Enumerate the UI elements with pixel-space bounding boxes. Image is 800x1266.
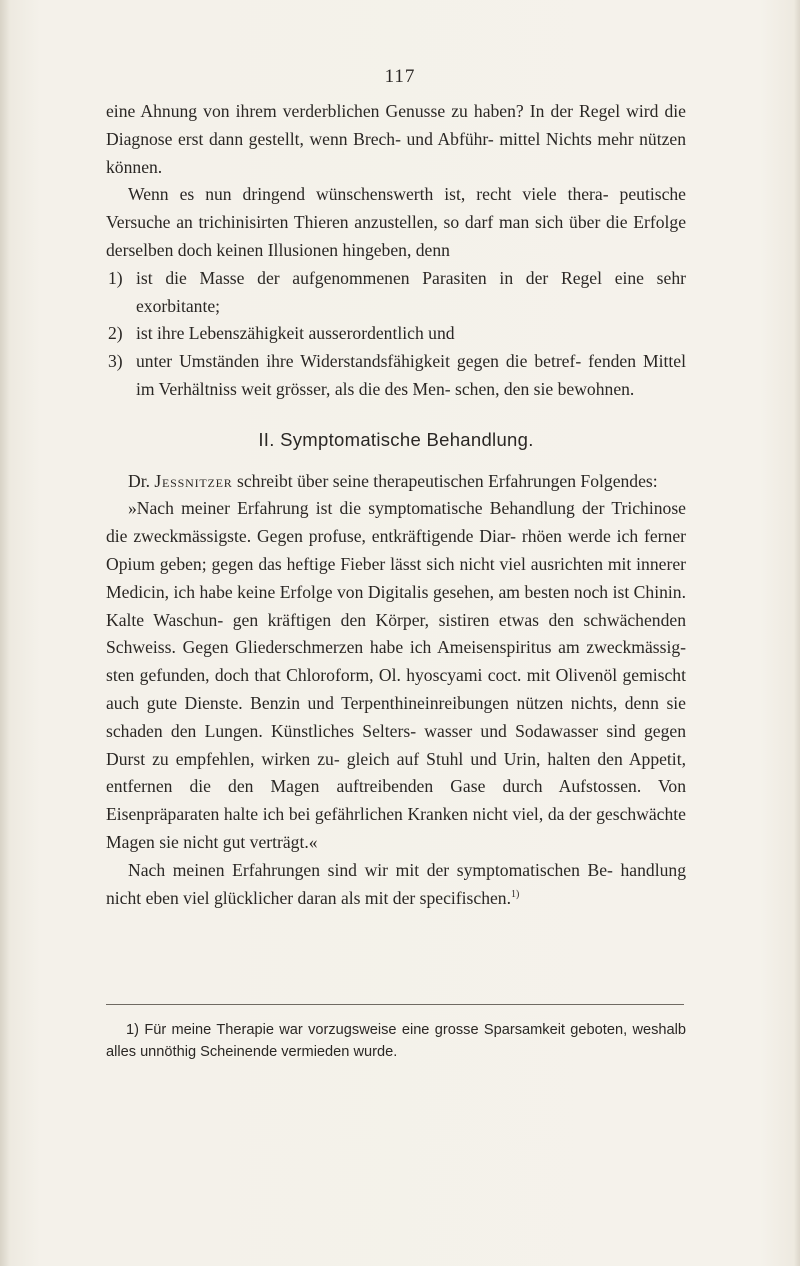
footnote-mark: 1) (126, 1022, 139, 1038)
body-text (106, 98, 686, 912)
paragraph-2: Wenn es nun dringend wünschenswerth ist, recht viele thera- peutische Versuche an trichinisirten Thieren anzustellen, so darf man sich über die Erfolge derselben doch keinen Illusionen hingeben, denn (106, 184, 686, 260)
list-text: unter Umständen ihre Widerstandsfähigkeit gegen die betref- fenden Mittel im Verhältniss weit grösser, als die des Men- schen, den sie bewohnen. (136, 351, 686, 399)
list-item (106, 320, 686, 348)
footnote-reference[interactable]: 1) (511, 888, 520, 900)
list-item (106, 265, 686, 321)
numbered-list (106, 265, 686, 404)
footnote-divider (106, 1004, 684, 1005)
list-number: 3) (108, 351, 123, 372)
paragraph-3 (106, 468, 686, 496)
section-heading: II. Symptomatische Behandlung. (258, 428, 534, 450)
page-number: 117 (384, 66, 416, 87)
list-text: ist ihre Lebenszähigkeit ausserordentlich und (136, 323, 455, 344)
list-number: 2) (108, 323, 123, 344)
paragraph-4 (106, 857, 686, 913)
page-left-shadow (0, 0, 10, 1266)
footnote (106, 1019, 686, 1063)
author-title: Dr. (128, 470, 150, 491)
list-text: ist die Masse der aufgenommenen Parasiten in der Regel eine sehr exorbitante; (136, 267, 686, 316)
footnote-text: Für meine Therapie war vorzugsweise eine grosse Sparsamkeit geboten, weshalb alles unnöthig Scheinende vermieden wurde. (106, 1022, 686, 1060)
author-name: Jessnitzer (154, 470, 233, 491)
paragraph-3-text: schreibt über seine therapeutischen Erfahrungen Folgendes: (237, 470, 658, 491)
list-item (106, 348, 686, 404)
page-right-shadow (794, 0, 800, 1266)
paragraph-4-text: Nach meinen Erfahrungen sind wir mit der symptomatischen Be- handlung nicht eben viel glücklicher daran als mit der specifischen. (106, 859, 686, 908)
list-number: 1) (108, 267, 123, 288)
quote-paragraph: »Nach meiner Erfahrung ist die symptomatische Behandlung der Trichinose die zweckmässigste. Gegen profuse, entkräftigende Diar- rhöen werde ich ferner Opium geben; gegen das heftige Fieber lässt sich nicht viel ausrichten mit innerer Medicin, ich habe keine Erfolge von Digitalis gesehen, am besten noch ist Chinin. Kalte Waschun- gen kräftigen den Körper, sistiren etwas den schwächenden Schweiss. Gegen Gliederschmerzen habe ich Ameisenspiritus am zweckmässig- sten gefunden, doch that Chloroform, Ol. hyoscyami coct. mit Olivenöl gemischt auch gute Dienste. Benzin und Terpenthineinreibungen nützen nichts, denn sie schaden den Lungen. Künstliches Selters- wasser und Sodawasser sind gegen Durst zu empfehlen, wirken zu- gleich auf Stuhl und Urin, halten den Appetit, entfernen die den Magen auftreibenden Gase durch Aufstossen. Von Eisenpräparaten halte ich bei gefährlichen Kranken nicht viel, da der geschwächte Magen sie nicht gut verträgt.« (106, 498, 686, 852)
paragraph-1: eine Ahnung von ihrem verderblichen Genusse zu haben? In der Regel wird die Diagnose erst dann gestellt, wenn Brech- und Abführ- mittel Nichts mehr nützen können. (106, 101, 686, 177)
